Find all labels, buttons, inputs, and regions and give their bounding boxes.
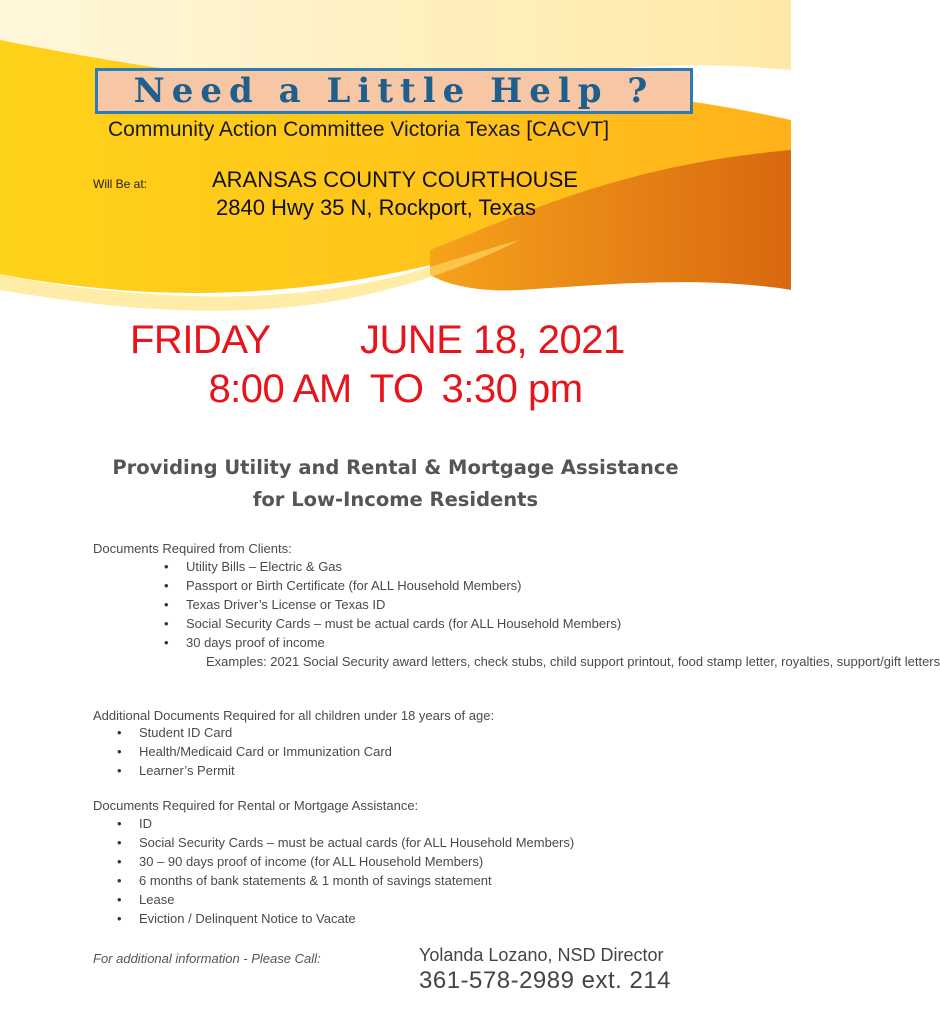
- subtitle-line-2: for Low-Income Residents: [252, 488, 539, 511]
- list-item: • Passport or Birth Certificate (for ALL Household Members): [164, 576, 704, 595]
- headline-box: [95, 68, 693, 114]
- client-docs-heading: Documents Required from Clients:: [93, 541, 292, 556]
- list-item: • Lease: [117, 890, 574, 909]
- list-item: • Student ID Card: [117, 723, 392, 742]
- rental-docs-list: [117, 814, 574, 928]
- client-docs-list: [164, 557, 940, 671]
- venue-name: ARANSAS COUNTY COURTHOUSE: [212, 167, 578, 192]
- children-docs-heading: Additional Documents Required for all children under 18 years of age:: [93, 708, 495, 723]
- list-item: • Health/Medicaid Card or Immunization Card: [117, 742, 392, 761]
- event-date-line: [130, 318, 625, 363]
- event-time-end: 3:30 pm: [441, 367, 583, 411]
- income-examples: Examples: 2021 Social Security award letters, check stubs, child support printout, food stamp letter, royalties, support/gift letters: [206, 654, 940, 669]
- list-item: • 30 – 90 days proof of income (for ALL Household Members): [117, 852, 574, 871]
- list-item: • Learner’s Permit: [117, 761, 392, 780]
- headline: Need a Little Help ?: [133, 71, 655, 111]
- background-waves: [0, 0, 791, 320]
- venue-block: [212, 166, 578, 222]
- list-item: • Social Security Cards – must be actual cards (for ALL Household Members): [164, 614, 704, 633]
- list-item: • Texas Driver’s License or Texas ID: [164, 595, 704, 614]
- venue-address: 2840 Hwy 35 N, Rockport, Texas: [216, 195, 536, 220]
- event-day: FRIDAY: [130, 318, 271, 362]
- contact-name: Yolanda Lozano, NSD Director: [419, 945, 664, 965]
- event-time-to: TO: [369, 367, 424, 411]
- contact-note: For additional information - Please Call:: [93, 951, 321, 966]
- children-docs-list: [117, 723, 392, 780]
- list-item: • 30 days proof of income: [164, 633, 704, 652]
- event-time-line: [0, 367, 791, 412]
- event-date: JUNE 18, 2021: [360, 318, 625, 362]
- organization-name: Community Action Committee Victoria Texas [CACVT]: [108, 118, 610, 141]
- list-item: • Social Security Cards – must be actual cards (for ALL Household Members): [117, 833, 574, 852]
- location-label: Will Be at:: [93, 177, 148, 191]
- list-item: • Eviction / Delinquent Notice to Vacate: [117, 909, 574, 928]
- list-item: • ID: [117, 814, 574, 833]
- list-item: • Utility Bills – Electric & Gas: [164, 557, 704, 576]
- subtitle-line-1: Providing Utility and Rental & Mortgage Assistance: [112, 456, 679, 479]
- list-item: • 6 months of bank statements & 1 month of savings statement: [117, 871, 574, 890]
- rental-docs-heading: Documents Required for Rental or Mortgage Assistance:: [93, 798, 419, 813]
- event-time-start: 8:00 AM: [208, 367, 352, 411]
- contact-phone: 361-578-2989 ext. 214: [419, 967, 672, 994]
